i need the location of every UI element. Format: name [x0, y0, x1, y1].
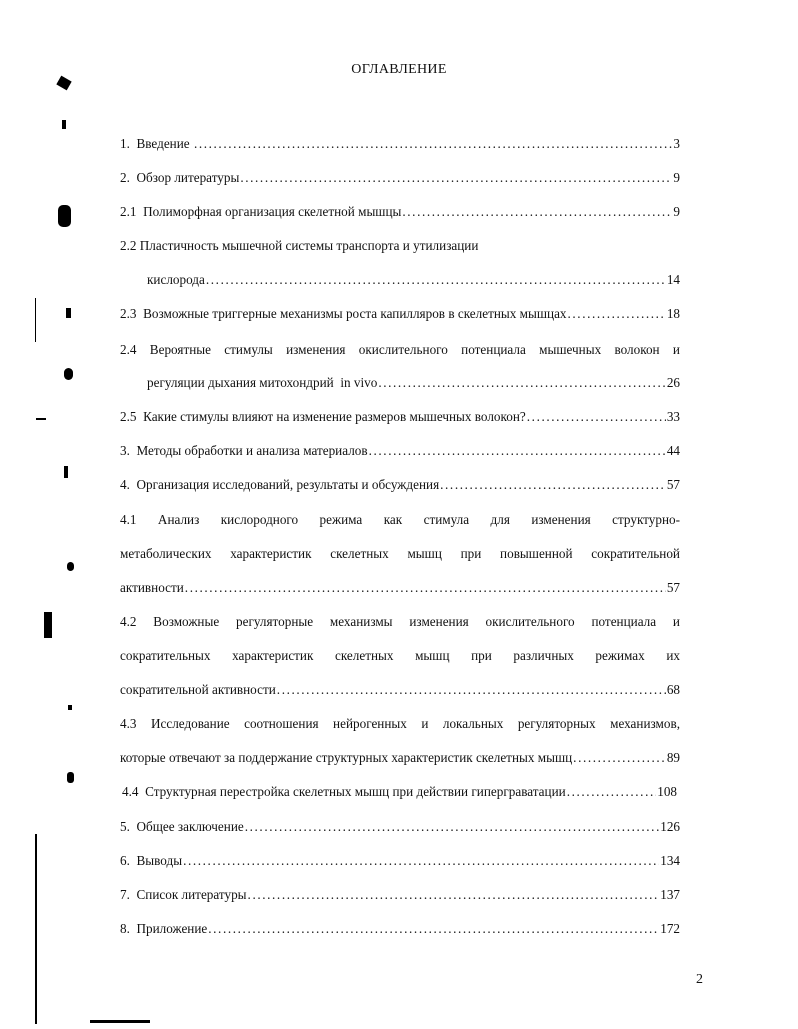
toc-entry: [120, 442, 680, 460]
page-number: 2: [696, 972, 703, 987]
scan-speck: [67, 772, 74, 783]
toc-entry-line1: 4.1 Анализ кислородного режима как стимула для изменения структурно-: [120, 512, 680, 527]
toc-entry-page: 14: [666, 272, 680, 287]
toc-entry-page: 57: [666, 477, 680, 492]
toc-entry-page: 108: [657, 784, 677, 799]
toc-entry: [120, 476, 680, 494]
toc-entry-line1: 4.3 Исследование соотношения нейрогенных и локальных регуляторных механизмов,: [120, 716, 680, 731]
toc-entry-text: регуляции дыхания митохондрий in vivo: [147, 375, 378, 390]
scan-speck: [58, 205, 71, 227]
toc-entry-page: 137: [660, 887, 680, 902]
toc-entry-text: 7. Список литературы: [120, 887, 247, 902]
toc-entry: [120, 169, 680, 187]
toc-entry-page: 44: [666, 443, 680, 458]
toc-entry-text: 2. Обзор литературы: [120, 170, 240, 185]
toc-entry-page: 68: [666, 682, 680, 697]
toc-entry-page: 26: [666, 375, 680, 390]
toc-entry: [120, 681, 680, 699]
toc-entry-page: 57: [666, 580, 680, 595]
scan-speck: [36, 418, 46, 420]
toc-entry-text: 4.4 Структурная перестройка скелетных мышц при действии гиперграватации: [122, 784, 566, 799]
toc-entry-page: 18: [666, 306, 680, 321]
toc-entry: [120, 749, 680, 767]
toc-entry-text: которые отвечают за поддержание структурных характеристик скелетных мышц: [120, 750, 573, 765]
toc-entry-text: 6. Выводы: [120, 853, 183, 868]
scan-speck: [35, 834, 37, 1024]
toc-entry-text: 3. Методы обработки и анализа материалов: [120, 443, 368, 458]
toc-entry-page: 33: [666, 409, 680, 424]
scan-speck: [64, 368, 73, 380]
toc-entry-text: 2.1 Полиморфная организация скелетной мышцы: [120, 204, 402, 219]
toc-entry-text: 2.5 Какие стимулы влияют на изменение размеров мышечных волокон?: [120, 409, 526, 424]
page-title: ОГЛАВЛЕНИЕ: [351, 62, 447, 77]
toc-entry: [120, 203, 680, 221]
scan-speck: [68, 705, 72, 710]
toc-entry-page: 3: [673, 136, 680, 151]
toc-entry-line2: метаболических характеристик скелетных мышц при повышенной сократительной: [120, 546, 680, 561]
toc-entry: [120, 852, 680, 870]
toc-entry-page: 172: [660, 921, 680, 936]
toc-entry: [122, 783, 677, 801]
scan-speck: [44, 612, 52, 638]
scan-speck: [66, 308, 71, 318]
toc-entry: [120, 818, 680, 836]
toc-entry: [120, 886, 680, 904]
toc-entry: [120, 271, 680, 289]
toc-entry-line2: сократительных характеристик скелетных мышц при различных режимах их: [120, 648, 680, 663]
toc-entry-page: 134: [660, 853, 680, 868]
toc-entry-text: 5. Общее заключение: [120, 819, 244, 834]
scan-speck: [90, 1020, 150, 1023]
toc-entry-line1: 2.2 Пластичность мышечной системы транспорта и утилизации: [120, 238, 479, 253]
toc-entry: [120, 305, 680, 323]
toc-entry-line1: 4.2 Возможные регуляторные механизмы изменения окислительного потенциала и: [120, 614, 680, 629]
toc-entry-text: активности: [120, 580, 184, 595]
toc-entry-text: 2.3 Возможные триггерные механизмы роста капилляров в скелетных мышцах: [120, 306, 567, 321]
toc-entry: [120, 408, 680, 426]
toc-entry-page: 89: [666, 750, 680, 765]
toc-entry-text: 4. Организация исследований, результаты и обсуждения: [120, 477, 440, 492]
toc-entry-text: сократительной активности: [120, 682, 276, 697]
toc-entry-page: 9: [673, 170, 680, 185]
toc-entry: [120, 579, 680, 597]
toc-entry-line1: 2.4 Вероятные стимулы изменения окислительного потенциала мышечных волокон и: [120, 342, 680, 357]
toc-entry-text: 8. Приложение: [120, 921, 208, 936]
toc-entry-page: 9: [673, 204, 680, 219]
scan-speck: [62, 120, 66, 129]
toc-entry-text: 1. Введение: [120, 136, 193, 151]
scan-speck: [67, 562, 74, 571]
scan-speck: [64, 466, 68, 478]
scan-speck: [35, 298, 36, 342]
toc-entry-page: 126: [660, 819, 680, 834]
toc-entry: [120, 135, 680, 153]
toc-entry: [120, 920, 680, 938]
toc-entry: [120, 374, 680, 392]
toc-entry-text: кислорода: [147, 272, 205, 287]
